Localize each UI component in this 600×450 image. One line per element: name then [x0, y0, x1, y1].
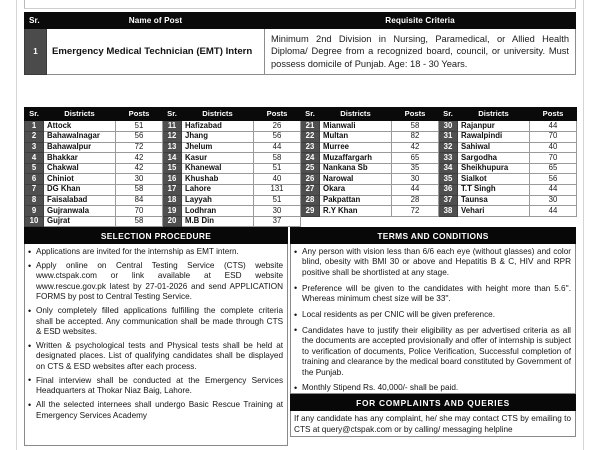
districts-header-sr-1: Sr. [25, 108, 44, 121]
district-cell-name: Sargodha [458, 153, 530, 164]
district-cell-posts: 56 [530, 174, 577, 185]
district-cell-sr: 30 [439, 121, 458, 132]
districts-table-row [25, 195, 577, 206]
district-cell-name: Mianwali [320, 121, 392, 132]
district-cell-posts: 131 [254, 184, 301, 195]
districts-header-sr-3: Sr. [301, 108, 320, 121]
district-cell-name: Khushab [182, 174, 254, 185]
district-cell-posts: 58 [392, 121, 439, 132]
district-cell-posts: 28 [392, 195, 439, 206]
district-cell-sr: 35 [439, 174, 458, 185]
district-cell-name: Sialkot [458, 174, 530, 185]
district-cell-posts: 35 [392, 163, 439, 174]
district-cell-posts: 40 [530, 142, 577, 153]
district-cell-posts: 44 [254, 142, 301, 153]
districts-header-sr-4: Sr. [439, 108, 458, 121]
district-cell-posts: 84 [116, 195, 163, 206]
top-cutoff-strip [24, 0, 576, 9]
district-cell-sr: 4 [25, 153, 44, 164]
districts-table-row [25, 216, 577, 227]
district-cell-posts: 72 [116, 142, 163, 153]
terms-and-conditions-body [290, 244, 576, 394]
post-header-criteria: Requisite Criteria [265, 13, 576, 29]
district-cell-sr: 20 [163, 216, 182, 227]
complaints-and-queries-body [290, 411, 576, 437]
district-cell-sr: 21 [301, 121, 320, 132]
district-cell-sr: 6 [25, 174, 44, 185]
district-cell-sr: 22 [301, 131, 320, 142]
post-row-criteria: Minimum 2nd Division in Nursing, Paramedical, or Allied Health Diploma/ Degree from a recognized board, council, or university. Must possess domicile of Punjab. Age: 18 - 30 Years. [265, 29, 576, 75]
post-row-name: Emergency Medical Technician (EMT) Intern [47, 29, 265, 75]
district-cell-posts: 58 [116, 216, 163, 227]
districts-header-districts-1: Districts [44, 108, 116, 121]
district-cell-name: Nankana Sb [320, 163, 392, 174]
districts-header-posts-1: Posts [116, 108, 163, 121]
district-cell-name: Okara [320, 184, 392, 195]
district-cell-name: Rajanpur [458, 121, 530, 132]
district-cell-sr: 23 [301, 142, 320, 153]
district-cell-sr [439, 216, 458, 227]
terms-and-conditions-title: TERMS AND CONDITIONS [290, 227, 576, 244]
district-cell-posts: 72 [392, 206, 439, 217]
selection-procedure-item: • Applications are invited for the internship as EMT intern. [28, 247, 283, 257]
district-cell-posts [392, 216, 439, 227]
districts-header-districts-2: Districts [182, 108, 254, 121]
district-cell-name: Khanewal [182, 163, 254, 174]
districts-table-row [25, 153, 577, 164]
district-cell-sr: 37 [439, 195, 458, 206]
district-cell-name: Jhelum [182, 142, 254, 153]
district-cell-posts: 44 [530, 184, 577, 195]
districts-table-row [25, 184, 577, 195]
district-cell-posts: 70 [530, 153, 577, 164]
district-cell-name: Murree [320, 142, 392, 153]
district-cell-sr: 11 [163, 121, 182, 132]
terms-and-conditions-list [294, 247, 571, 394]
district-cell-name: DG Khan [44, 184, 116, 195]
terms-and-conditions-item: • Preference will be given to the candidates with height more than 5.6''. Whereas minimum chest size will be 33''. [294, 284, 571, 305]
post-details-table [24, 12, 576, 75]
complaints-and-queries-text: If any candidate has any complaint, he/ she may contact CTS by emailing to CTS at query@ctspak.com or by calling/ messaging helpline [294, 414, 571, 434]
district-cell-posts: 51 [116, 121, 163, 132]
districts-header-posts-2: Posts [254, 108, 301, 121]
district-cell-name: Layyah [182, 195, 254, 206]
district-cell-name: Bahawalnagar [44, 131, 116, 142]
terms-and-conditions-item: • Candidates have to justify their eligibility as per advertised criteria as all the documents are accepted provisionally and offer of internship is subject to verification of documents, Police Verification, Successful completion of training and clearance by the medical board constituted by Government of the Punjab. [294, 326, 571, 378]
districts-table-row [25, 163, 577, 174]
top-cutoff-ghost-left [37, 0, 39, 1]
district-cell-name: R.Y Khan [320, 206, 392, 217]
district-cell-posts: 44 [392, 184, 439, 195]
district-cell-sr: 27 [301, 184, 320, 195]
district-cell-sr: 26 [301, 174, 320, 185]
selection-procedure-list [28, 247, 283, 421]
district-cell-name: Lodhran [182, 206, 254, 217]
districts-header-posts-3: Posts [392, 108, 439, 121]
district-cell-posts: 65 [530, 163, 577, 174]
district-cell-posts: 40 [254, 174, 301, 185]
district-cell-sr: 31 [439, 131, 458, 142]
selection-procedure-item: • Written & psychological tests and Physical tests shall be held at designated places. List of qualifying candidates shall be displayed on CTS & ESD websites after each process. [28, 341, 283, 372]
district-cell-sr: 29 [301, 206, 320, 217]
district-cell-sr: 25 [301, 163, 320, 174]
district-cell-name: T.T Singh [458, 184, 530, 195]
districts-header-row [25, 108, 577, 121]
district-cell-name: Jhang [182, 131, 254, 142]
districts-table-row [25, 142, 577, 153]
district-cell-name: Taunsa [458, 195, 530, 206]
district-cell-name [320, 216, 392, 227]
district-cell-sr: 17 [163, 184, 182, 195]
district-cell-sr: 38 [439, 206, 458, 217]
districts-table-row [25, 206, 577, 217]
district-cell-posts: 51 [254, 163, 301, 174]
terms-and-conditions-item: • Local residents as per CNIC will be given preference. [294, 310, 571, 320]
selection-procedure-panel [24, 227, 288, 450]
district-cell-sr: 36 [439, 184, 458, 195]
district-cell-sr: 1 [25, 121, 44, 132]
district-cell-sr: 9 [25, 206, 44, 217]
district-cell-sr: 5 [25, 163, 44, 174]
districts-table-row [25, 121, 577, 132]
selection-procedure-title: SELECTION PROCEDURE [24, 227, 288, 244]
selection-procedure-item: • Only completely filled applications fulfilling the complete criteria shall be accepted. Any communication shall be made through CTS & ESD websites. [28, 306, 283, 337]
district-cell-sr: 32 [439, 142, 458, 153]
district-cell-posts: 26 [254, 121, 301, 132]
district-cell-sr: 15 [163, 163, 182, 174]
district-cell-name: Chiniot [44, 174, 116, 185]
districts-quota-table [24, 107, 577, 227]
district-cell-posts: 58 [116, 184, 163, 195]
page-left-edge [16, 0, 17, 450]
district-cell-sr: 18 [163, 195, 182, 206]
district-cell-name: Sheikhupura [458, 163, 530, 174]
district-cell-posts: 42 [116, 163, 163, 174]
terms-and-conditions-item: • Any person with vision less than 6/6 each eye (without glasses) and color blind, obesity with BMI 30 or above and Hepatitis B & C, HIV and RPR positive shall be shortlisted at any stage. [294, 247, 571, 278]
district-cell-sr: 2 [25, 131, 44, 142]
district-cell-sr: 33 [439, 153, 458, 164]
district-cell-name: Multan [320, 131, 392, 142]
district-cell-name: M.B Din [182, 216, 254, 227]
districts-header-districts-4: Districts [458, 108, 530, 121]
districts-table-wrap [24, 107, 576, 227]
district-cell-name: Hafizabad [182, 121, 254, 132]
districts-table-row [25, 131, 577, 142]
district-cell-posts: 30 [254, 206, 301, 217]
district-cell-posts: 30 [392, 174, 439, 185]
districts-table-row [25, 174, 577, 185]
terms-and-complaints-panel [290, 227, 576, 450]
district-cell-posts: 70 [116, 206, 163, 217]
post-table-row [25, 29, 576, 75]
district-cell-posts: 56 [254, 131, 301, 142]
district-cell-name: Gujranwala [44, 206, 116, 217]
district-cell-sr: 34 [439, 163, 458, 174]
district-cell-posts [530, 216, 577, 227]
post-row-sr: 1 [25, 29, 47, 75]
districts-table-body [25, 121, 577, 227]
districts-header-districts-3: Districts [320, 108, 392, 121]
terms-and-conditions-item: • Monthly Stipend Rs. 40,000/- shall be paid. [294, 383, 571, 393]
district-cell-posts: 30 [116, 174, 163, 185]
district-cell-name [458, 216, 530, 227]
district-cell-name: Faisalabad [44, 195, 116, 206]
selection-procedure-item: • Final interview shall be conducted at the Emergency Services Headquarters at Thokar Niaz Baig, Lahore. [28, 376, 283, 397]
district-cell-posts: 82 [392, 131, 439, 142]
district-cell-sr: 10 [25, 216, 44, 227]
district-cell-posts: 30 [530, 195, 577, 206]
selection-procedure-item: • Apply online on Central Testing Service (CTS) website www.ctspak.com or link available at ESD website www.rescue.gov.pk latest by 27-01-2026 and send APPLICATION FORMS by post to Central Testing Service. [28, 261, 283, 303]
district-cell-name: Pakpattan [320, 195, 392, 206]
district-cell-posts: 56 [116, 131, 163, 142]
bottom-panels [24, 227, 576, 450]
selection-procedure-body [24, 244, 288, 446]
complaints-and-queries-title: FOR COMPLAINTS AND QUERIES [290, 394, 576, 411]
district-cell-sr: 16 [163, 174, 182, 185]
page-right-edge [583, 0, 584, 450]
district-cell-sr: 7 [25, 184, 44, 195]
district-cell-name: Kasur [182, 153, 254, 164]
district-cell-posts: 37 [254, 216, 301, 227]
top-cutoff-ghost-right [563, 0, 565, 1]
district-cell-name: Narowal [320, 174, 392, 185]
district-cell-name: Muzaffargarh [320, 153, 392, 164]
post-header-sr: Sr. [25, 13, 47, 29]
district-cell-posts: 70 [530, 131, 577, 142]
district-cell-sr: 13 [163, 142, 182, 153]
district-cell-sr: 28 [301, 195, 320, 206]
district-cell-sr: 3 [25, 142, 44, 153]
district-cell-sr: 12 [163, 131, 182, 142]
post-table-header-row [25, 13, 576, 29]
district-cell-name: Rawalpindi [458, 131, 530, 142]
district-cell-posts: 42 [116, 153, 163, 164]
selection-procedure-item: • All the selected internees shall undergo Basic Rescue Training at Emergency Services Academy [28, 400, 283, 421]
district-cell-posts: 51 [254, 195, 301, 206]
district-cell-name: Gujrat [44, 216, 116, 227]
district-cell-posts: 44 [530, 206, 577, 217]
district-cell-sr: 24 [301, 153, 320, 164]
district-cell-name: Attock [44, 121, 116, 132]
district-cell-sr: 14 [163, 153, 182, 164]
post-header-name: Name of Post [47, 13, 265, 29]
district-cell-sr [301, 216, 320, 227]
districts-header-sr-2: Sr. [163, 108, 182, 121]
districts-header-posts-4: Posts [530, 108, 577, 121]
district-cell-posts: 58 [254, 153, 301, 164]
district-cell-name: Bahawalpur [44, 142, 116, 153]
district-cell-name: Lahore [182, 184, 254, 195]
district-cell-posts: 44 [530, 121, 577, 132]
district-cell-sr: 19 [163, 206, 182, 217]
district-cell-posts: 65 [392, 153, 439, 164]
district-cell-sr: 8 [25, 195, 44, 206]
district-cell-posts: 42 [392, 142, 439, 153]
district-cell-name: Bhakkar [44, 153, 116, 164]
district-cell-name: Chakwal [44, 163, 116, 174]
district-cell-name: Sahiwal [458, 142, 530, 153]
district-cell-name: Vehari [458, 206, 530, 217]
